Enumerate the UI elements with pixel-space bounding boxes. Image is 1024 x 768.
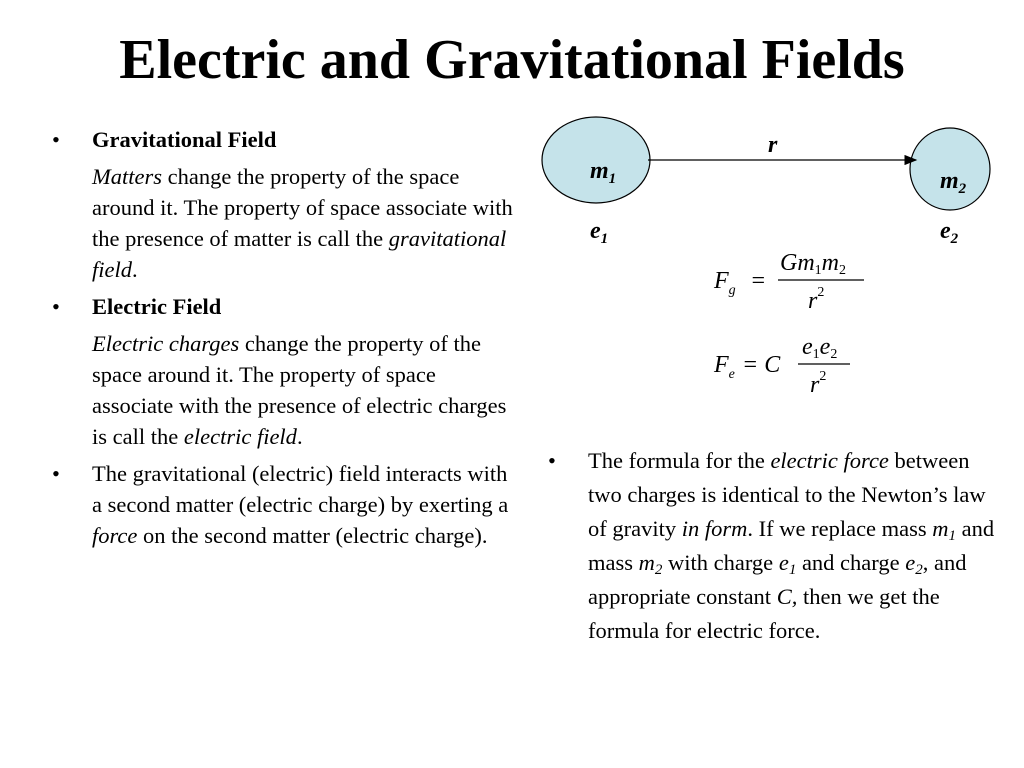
analogy-text-5: with charge [662, 550, 779, 575]
analogy-text-3: . If we replace mass [747, 516, 933, 541]
gravitational-field-heading: Gravitational Field [92, 127, 277, 152]
analogy-text-6: and charge [796, 550, 906, 575]
analogy-text-2: between two charges is identical to the Newton’s law of gravity [588, 448, 986, 541]
m1-subscript: 1 [948, 528, 957, 544]
fe-numerator: e1e2 [802, 334, 838, 362]
electric-force-term: electric force [770, 448, 889, 473]
fg-denominator: $r^2$ [808, 285, 825, 314]
masses-diagram [540, 112, 1010, 252]
electric-field-heading: Electric Field [92, 294, 222, 319]
charge-1-label: $e_1$ [590, 218, 609, 247]
m2-symbol: m [638, 550, 655, 575]
force-term: force [92, 523, 138, 548]
fe-denominator: $r^2$ [810, 369, 827, 398]
bullet-electric-field [52, 291, 522, 322]
bullet-marker: • [548, 448, 556, 473]
distance-label: r [768, 132, 778, 158]
gravitational-text: change the property of the space around it. The property of space associate with the presence of matter is call the [92, 164, 513, 251]
electric-force-analogy-text [588, 444, 998, 648]
fe-symbol: $F_e$ [714, 352, 735, 382]
bullet-marker: • [52, 127, 60, 152]
charge-2-label: $e_2$ [940, 218, 959, 247]
bullet-marker: • [52, 461, 60, 486]
gravitational-field-description [92, 161, 522, 285]
gravitational-force-formula [710, 246, 890, 318]
right-column [548, 444, 998, 654]
electric-charges-term: Electric charges [92, 331, 240, 356]
period: . [132, 257, 138, 282]
fg-numerator: Gm1m2 [780, 250, 847, 278]
electric-field-term: electric field [183, 424, 297, 449]
fe-equals: = C [742, 352, 781, 378]
analogy-text-4: and mass [588, 516, 995, 575]
in-form-term: in form [681, 516, 748, 541]
interaction-text-1: The gravitational (electric) field interacts with a second matter (electric charge) by exerting a [92, 461, 509, 517]
electric-text: change the property of the space around it. The property of space associate with the presence of electric charges is call the [92, 331, 507, 449]
e2-subscript: 2 [915, 562, 923, 578]
matters-term: Matters [92, 164, 162, 189]
electric-force-formula [710, 330, 890, 402]
e1-subscript: 1 [788, 562, 797, 578]
bullet-gravitational-field [52, 124, 522, 155]
field-interaction-text [92, 458, 522, 551]
bullet-field-interaction [52, 458, 522, 551]
m1-symbol: m [932, 516, 949, 541]
interaction-text-2: on the second matter (electric charge). [137, 523, 488, 548]
analogy-text-1: The formula for the [588, 448, 771, 473]
c-symbol: C, [776, 584, 798, 609]
e2-symbol: e [905, 550, 916, 575]
left-column [52, 124, 522, 557]
mass-2-label: $m_2$ [940, 168, 967, 197]
bullet-marker: • [52, 294, 60, 319]
analogy-text-8: then we get the formula for electric force. [588, 584, 940, 643]
mass-1-label: $m_1$ [590, 158, 617, 187]
bullet-electric-force-analogy [548, 444, 998, 648]
e1-symbol: e [778, 550, 789, 575]
electric-field-description [92, 328, 522, 452]
slide-title: Electric and Gravitational Fields [119, 29, 905, 91]
gravitational-field-term: gravitational field [92, 226, 507, 282]
fg-symbol: $F_g$ [714, 268, 736, 298]
m2-subscript: 2 [654, 562, 663, 578]
period: . [296, 424, 303, 449]
analogy-text-7: , and appropriate constant [588, 550, 967, 609]
fg-equals: = [750, 268, 767, 294]
